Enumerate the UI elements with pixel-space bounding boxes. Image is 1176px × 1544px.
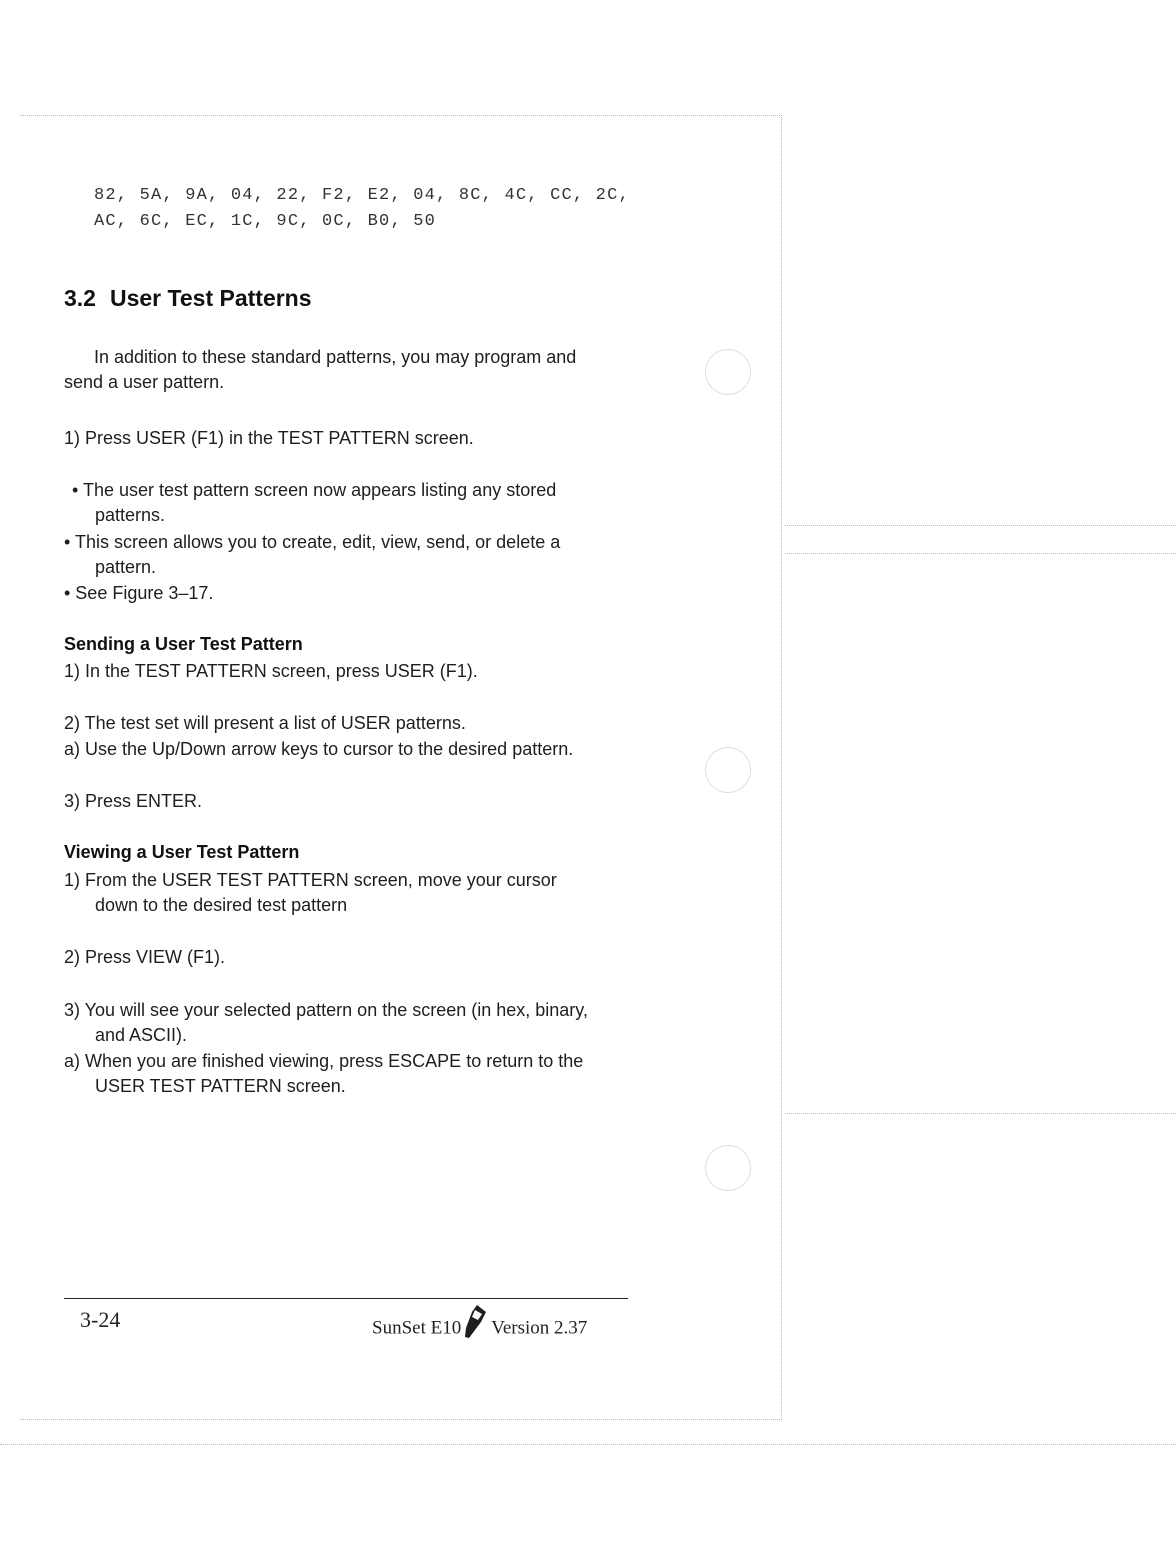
footer-rule	[64, 1298, 628, 1299]
subheading-viewing: Viewing a User Test Pattern	[64, 842, 300, 862]
page-number: 3-24	[80, 1307, 121, 1332]
sending-line: a) Use the Up/Down arrow keys to cursor to the desired pattern.	[64, 739, 574, 759]
product-name: SunSet E10	[372, 1317, 462, 1339]
viewing-line: 1) From the USER TEST PATTERN screen, move your cursor	[64, 870, 557, 890]
bullet-line: • This screen allows you to create, edit, view, send, or delete a	[64, 532, 561, 552]
scan-line	[785, 553, 1176, 554]
viewing-line: 3) You will see your selected pattern on the screen (in hex, binary,	[64, 1000, 588, 1020]
bullet-line: • See Figure 3–17.	[64, 583, 214, 603]
viewing-line: and ASCII).	[95, 1025, 188, 1045]
bullet-line: • The user test pattern screen now appears listing any stored	[72, 480, 557, 500]
sending-line: 3) Press ENTER.	[64, 791, 203, 811]
bullet-line: patterns.	[95, 505, 166, 525]
punch-hole	[705, 349, 751, 395]
subheading-sending: Sending a User Test Pattern	[64, 634, 303, 654]
section-heading	[64, 285, 312, 312]
page-bottom-edge	[20, 1419, 780, 1420]
viewing-line: a) When you are finished viewing, press ESCAPE to return to the	[64, 1051, 584, 1071]
bullet-line: pattern.	[95, 557, 157, 577]
viewing-line: USER TEST PATTERN screen.	[95, 1076, 346, 1096]
section-number: 3.2	[64, 285, 96, 311]
punch-hole	[705, 1145, 751, 1191]
version-text: Version 2.37	[491, 1317, 588, 1339]
viewing-line: down to the desired test pattern	[95, 895, 348, 915]
test-set-logo-icon	[463, 1304, 487, 1348]
footer-text	[372, 1310, 587, 1348]
hex-line: 82, 5A, 9A, 04, 22, F2, E2, 04, 8C, 4C, CC, 2C,	[94, 186, 630, 205]
intro-line: send a user pattern.	[64, 372, 225, 392]
punch-hole	[705, 747, 751, 793]
sending-line: 1) In the TEST PATTERN screen, press USER (F1).	[64, 661, 478, 681]
step-line: 1) Press USER (F1) in the TEST PATTERN screen.	[64, 428, 474, 448]
scan-edge	[0, 1444, 1176, 1445]
section-title: User Test Patterns	[109, 285, 312, 311]
scan-line	[785, 1113, 1176, 1114]
page-top-edge	[20, 115, 780, 116]
page-edge	[781, 115, 782, 1420]
sending-line: 2) The test set will present a list of USER patterns.	[64, 713, 466, 733]
viewing-line: 2) Press VIEW (F1).	[64, 947, 226, 967]
hex-line: AC, 6C, EC, 1C, 9C, 0C, B0, 50	[94, 212, 437, 231]
intro-line: In addition to these standard patterns, you may program and	[94, 347, 577, 367]
scan-line	[785, 525, 1176, 526]
